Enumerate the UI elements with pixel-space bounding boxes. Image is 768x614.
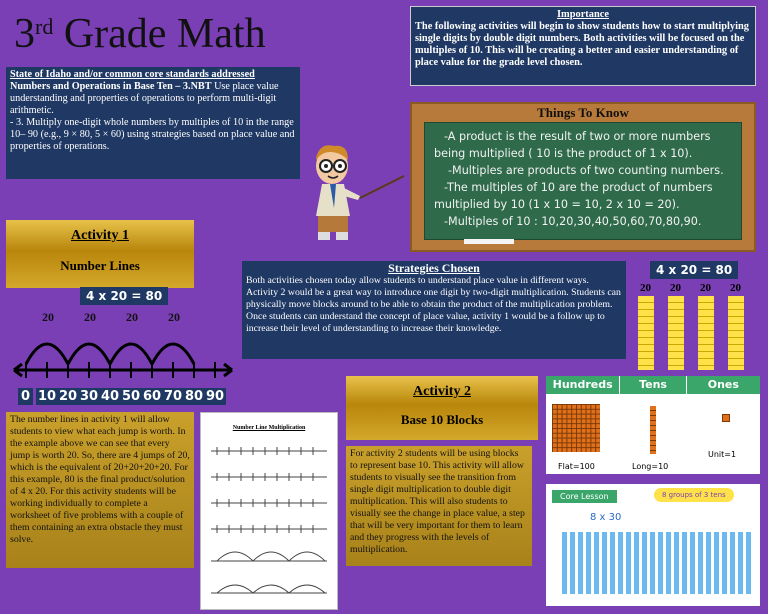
things-to-know-board <box>410 102 756 252</box>
tick-label: 70 <box>164 389 183 404</box>
core-lesson-tag: Core Lesson <box>552 490 617 503</box>
tens-rod <box>638 296 654 370</box>
worksheet-thumbnail <box>200 412 338 610</box>
core-lesson-problem: 8 x 30 <box>590 512 622 523</box>
hundreds-header: Hundreds <box>552 378 613 391</box>
activity-1-heading: Activity 1 <box>71 228 129 243</box>
tick-label: 30 <box>80 389 99 404</box>
activity-1-banner <box>6 220 194 288</box>
worksheet-lines <box>201 431 337 607</box>
hundreds-flat <box>552 404 600 452</box>
block-label: 20 <box>640 282 651 294</box>
tick-label: 90 <box>206 389 225 404</box>
blocks-equation: 4 x 20 = 80 <box>650 261 738 279</box>
importance-box <box>410 6 756 86</box>
tens-rod <box>668 296 684 370</box>
importance-heading: Importance <box>557 9 609 20</box>
things-to-know-text <box>434 128 740 230</box>
activity-1-subheading: Number Lines <box>60 258 140 273</box>
standards-heading: State of Idaho and/or common core standards addressed <box>10 69 255 80</box>
number-line <box>10 318 236 388</box>
jump-label: 20 <box>168 310 180 324</box>
core-lesson-image <box>546 484 760 606</box>
tens-rod <box>698 296 714 370</box>
page-title: 3rd Grade Math <box>14 11 266 57</box>
jump-label: 20 <box>84 310 96 324</box>
activity-2-banner <box>346 376 538 440</box>
worksheet-title: Number Line Multiplication <box>232 425 306 431</box>
tick-label: 40 <box>101 389 120 404</box>
teacher-cartoon <box>300 138 408 242</box>
fact-line: multiplied by 10 (1 x 10 = 10, 2 x 10 = 20). <box>434 198 680 211</box>
long-caption: Long=10 <box>632 462 669 471</box>
activity-1-description: The number lines in activity 1 will allow students to view what each jump is worth. In the example above we can see that every jump is worth 20. So, there are 4 jumps of 20, which is the equivalent of 20+20+20+20. For this example, 80 is the final product/solution of 4 x 20. For this activity students will be working individually to complete a worksheet of five problems with a couple of them containing an extra obstacle they must solve. <box>6 412 194 568</box>
tick-label: 80 <box>185 389 204 404</box>
base-ten-chart <box>546 376 760 474</box>
activity-2-subheading: Base 10 Blocks <box>400 412 484 427</box>
flat-caption: Flat=100 <box>558 462 595 471</box>
activity-2-heading: Activity 2 <box>413 384 471 399</box>
fact-line: -Multiples are products of two counting numbers. <box>448 164 724 177</box>
strategies-box <box>242 261 626 359</box>
tick-label: 10 <box>38 389 57 404</box>
tens-header: Tens <box>619 376 685 394</box>
activity-2-description: For activity 2 students will be using blocks to represent base 10. This activity will allow students to visually see the transition from single digit multiplication to double digit multiplication. This will also students to visually see the change in place value, a step that will be very important for them to learn and they progress with the levels of multiplication. <box>346 446 532 566</box>
tick-label: 20 <box>59 389 78 404</box>
ones-unit <box>722 414 730 422</box>
importance-text: The following activities will begin to show students how to start multiplying single digits by double digit numbers. Both activities will be focused on the multiples of 10. This will be creating a better and easier understanding of place value for the grade level chosen. <box>415 21 749 68</box>
number-line-equation: 4 x 20 = 80 <box>80 287 168 305</box>
fact-line: being multiplied ( 10 is the product of 1 x 10). <box>434 147 693 160</box>
block-label: 20 <box>700 282 711 294</box>
chalk-eraser <box>464 239 514 244</box>
tens-blocks <box>636 282 756 372</box>
tick-label: 50 <box>122 389 141 404</box>
tens-rods-group <box>562 532 752 594</box>
fact-line: -A product is the result of two or more numbers <box>444 130 711 143</box>
standards-subheading: Numbers and Operations in Base Ten – 3.NBT <box>10 81 212 92</box>
tick-label: 0 <box>18 388 33 405</box>
fact-line: -The multiples of 10 are the product of numbers <box>444 181 713 194</box>
standards-text-2: - 3. Multiply one-digit whole numbers by multiples of 10 in the range 10– 90 (e.g., 9 × 80, 5 × 60) using strategies based on place value and properties of operations. <box>10 117 295 152</box>
fact-line: -Multiples of 10 : 10,20,30,40,50,60,70,80,90. <box>444 215 702 228</box>
standards-text-1: Use place value understanding and properties of operations to perform multi-digit arithmetic. <box>10 81 279 116</box>
block-label: 20 <box>670 282 681 294</box>
tens-rod <box>728 296 744 370</box>
strategies-text: Both activities chosen today allow students to understand place value in different ways. Activity 2 would be a great way to introduce one digit by two-digit multiplication. Students can physically move blocks around to be able to obtain the product of the multiplication problem. Once students can understand the concept of place value, activity 1 would be a follow up to increase their level of understanding to increase their knowledge. <box>246 275 621 334</box>
unit-caption: Unit=1 <box>708 450 737 459</box>
block-label: 20 <box>730 282 741 294</box>
jump-label: 20 <box>126 310 138 324</box>
things-to-know-heading: Things To Know <box>537 105 629 120</box>
standards-box <box>6 67 300 179</box>
speech-bubble: 8 groups of 3 tens <box>654 488 734 502</box>
tick-label: 60 <box>143 389 162 404</box>
jump-label: 20 <box>42 310 54 324</box>
strategies-heading: Strategies Chosen <box>388 261 480 275</box>
ones-header: Ones <box>686 376 760 394</box>
tens-long <box>650 406 656 454</box>
